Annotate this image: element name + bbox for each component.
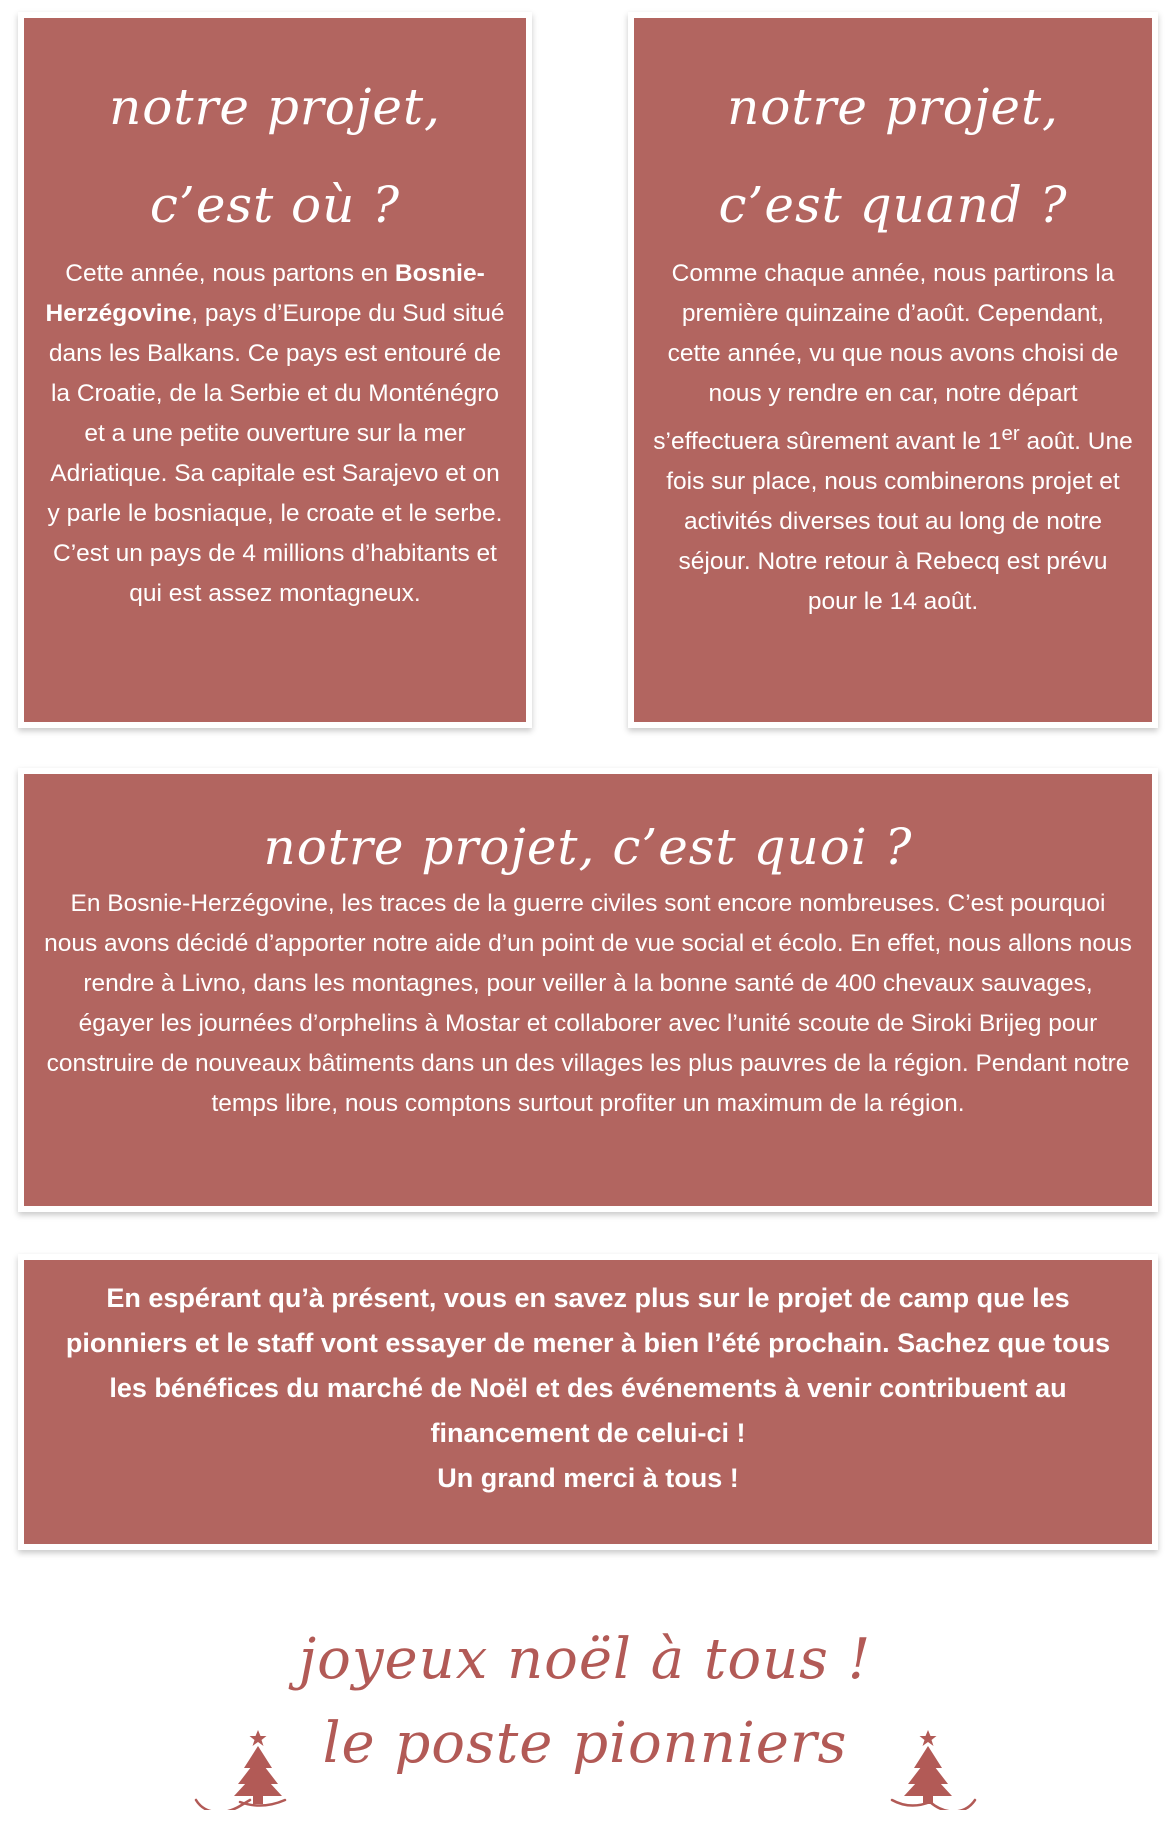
card-where-title-line2: c’est où ? (149, 176, 401, 234)
card-where-title-line1: notre projet, (109, 78, 441, 136)
card-when-title-line1: notre projet, (727, 78, 1059, 136)
what-text: En Bosnie-Herzégovine, les traces de la guerre civiles sont encore nombreuses. C’est pourquoi nous avons décidé d’apporter notre aide d’un point de vue social et écolo. En effet, nous allons nous rendre à Livno, dans les montagnes, pour veiller à la bonne santé de 400 chevaux sauvages, égayer les journées d’orphelins à Mostar et collaborer avec l’unité scoute de Siroki Brijeg pour construire de nouveaux bâtiments dans un des villages les plus pauvres de la région. Pendant notre temps libre, nous comptons surtout profiter un maximum de la région. (44, 890, 1132, 1117)
final-thanks: Un grand merci à tous ! (437, 1463, 739, 1493)
card-when-text (652, 254, 1134, 622)
card-where (24, 18, 526, 722)
footer (0, 1610, 1170, 1810)
card-when-title-line2: c’est quand ? (718, 176, 1068, 234)
where-text-rest: , pays d’Europe du Sud situé dans les Balkans. Ce pays est entouré de la Croatie, de la Serbie et du Monténégro et a une petite ouverture sur la mer Adriatique. Sa capitale est Sarajevo et on y parle le bosniaque, le croate et le serbe. C’est un pays de 4 millions d’habitants et qui est assez montagneux. (47, 300, 505, 607)
card-final (24, 1260, 1152, 1544)
card-where-title (42, 58, 508, 254)
card-what-text (44, 884, 1132, 1124)
card-when-title (652, 58, 1134, 254)
where-text-intro: Cette année, nous partons en (65, 260, 395, 287)
footer-signature: le poste pionniers (322, 1711, 848, 1776)
when-text-intro: Comme chaque année, nous partirons la première quinzaine d’août. Cependant, cette année, vu que nous avons choisi de nous y rendre en car, notre départ s’effectuera sûrement avant le 1 (653, 260, 1119, 456)
card-where-text (42, 254, 508, 614)
when-text-rest: août. Une fois sur place, nous combinerons projet et activités diverses tout au long de notre séjour. Notre retour à Rebecq est prévu pour le 14 août. (666, 428, 1133, 616)
where-country-bold: Bosnie-Herzégovine (45, 260, 485, 327)
final-text: En espérant qu’à présent, vous en savez plus sur le projet de camp que les pionniers et le staff vont essayer de mener à bien l’été prochain. Sachez que tous les bénéfices du marché de Noël et des événements à venir contribuent au financement de celui-ci ! (65, 1283, 1111, 1448)
card-what-title: notre projet, c’est quoi ? (263, 818, 913, 876)
footer-greeting: joyeux noël à tous ! (298, 1627, 872, 1692)
card-when (634, 18, 1152, 722)
card-what (24, 774, 1152, 1206)
card-final-text (64, 1276, 1112, 1501)
when-superscript: er (1001, 423, 1020, 445)
